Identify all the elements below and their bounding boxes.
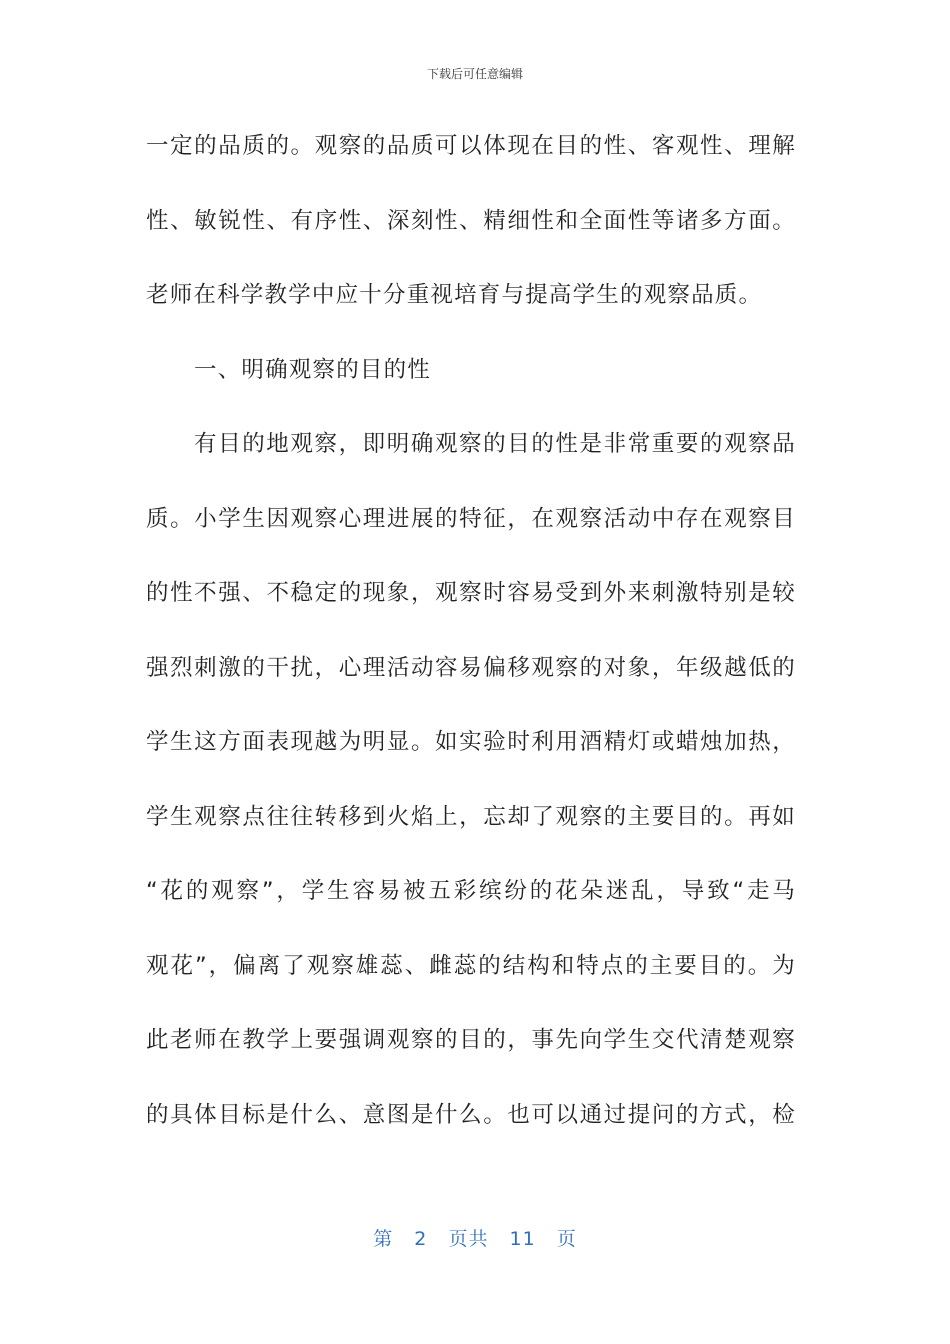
footer-label-page: 第 xyxy=(373,1228,394,1250)
footer-current-page: 2 xyxy=(414,1228,428,1250)
page-number-footer xyxy=(0,1226,950,1252)
section-heading: 一、明确观察的目的性 xyxy=(194,356,432,383)
page-header-note: 下载后可任意编辑 xyxy=(426,67,523,81)
paragraph-line: 质。小学生因观察心理进展的特征，在观察活动中存在观察目 xyxy=(146,505,796,532)
paragraph-line: 有目的地观察，即明确观察的目的性是非常重要的观察品 xyxy=(194,431,796,457)
paragraph-line: “花的观察”，学生容易被五彩缤纷的花朵迷乱，导致“走马 xyxy=(146,878,796,904)
paragraph-line: 的具体目标是什么、意图是什么。也可以通过提问的方式，检 xyxy=(146,1101,796,1128)
paragraph-line: 性、敏锐性、有序性、深刻性、精细性和全面性等诸多方面。 xyxy=(146,207,796,234)
paragraph-line: 强烈刺激的干扰，心理活动容易偏移观察的对象，年级越低的 xyxy=(146,654,796,681)
paragraph-line: 学生这方面表现越为明显。如实验时利用酒精灯或蜡烛加热， xyxy=(146,729,796,755)
paragraph-line: 观花”，偏离了观察雄蕊、雌蕊的结构和特点的主要目的。为 xyxy=(146,952,796,979)
paragraph-line: 老师在科学教学中应十分重视培育与提高学生的观察品质。 xyxy=(146,282,763,308)
paragraph-line: 此老师在教学上要强调观察的目的，事先向学生交代清楚观察 xyxy=(146,1027,796,1053)
footer-total-pages: 11 xyxy=(509,1228,536,1250)
paragraph-line: 一定的品质的。观察的品质可以体现在目的性、客观性、理解 xyxy=(146,133,796,159)
footer-label-total-prefix: 页共 xyxy=(448,1228,489,1250)
document-body xyxy=(146,122,796,1165)
paragraph-line: 学生观察点往往转移到火焰上，忘却了观察的主要目的。再如 xyxy=(146,803,796,830)
paragraph-line: 的性不强、不稳定的现象，观察时容易受到外来刺激特别是较 xyxy=(146,580,796,606)
footer-label-total-suffix: 页 xyxy=(556,1228,577,1250)
